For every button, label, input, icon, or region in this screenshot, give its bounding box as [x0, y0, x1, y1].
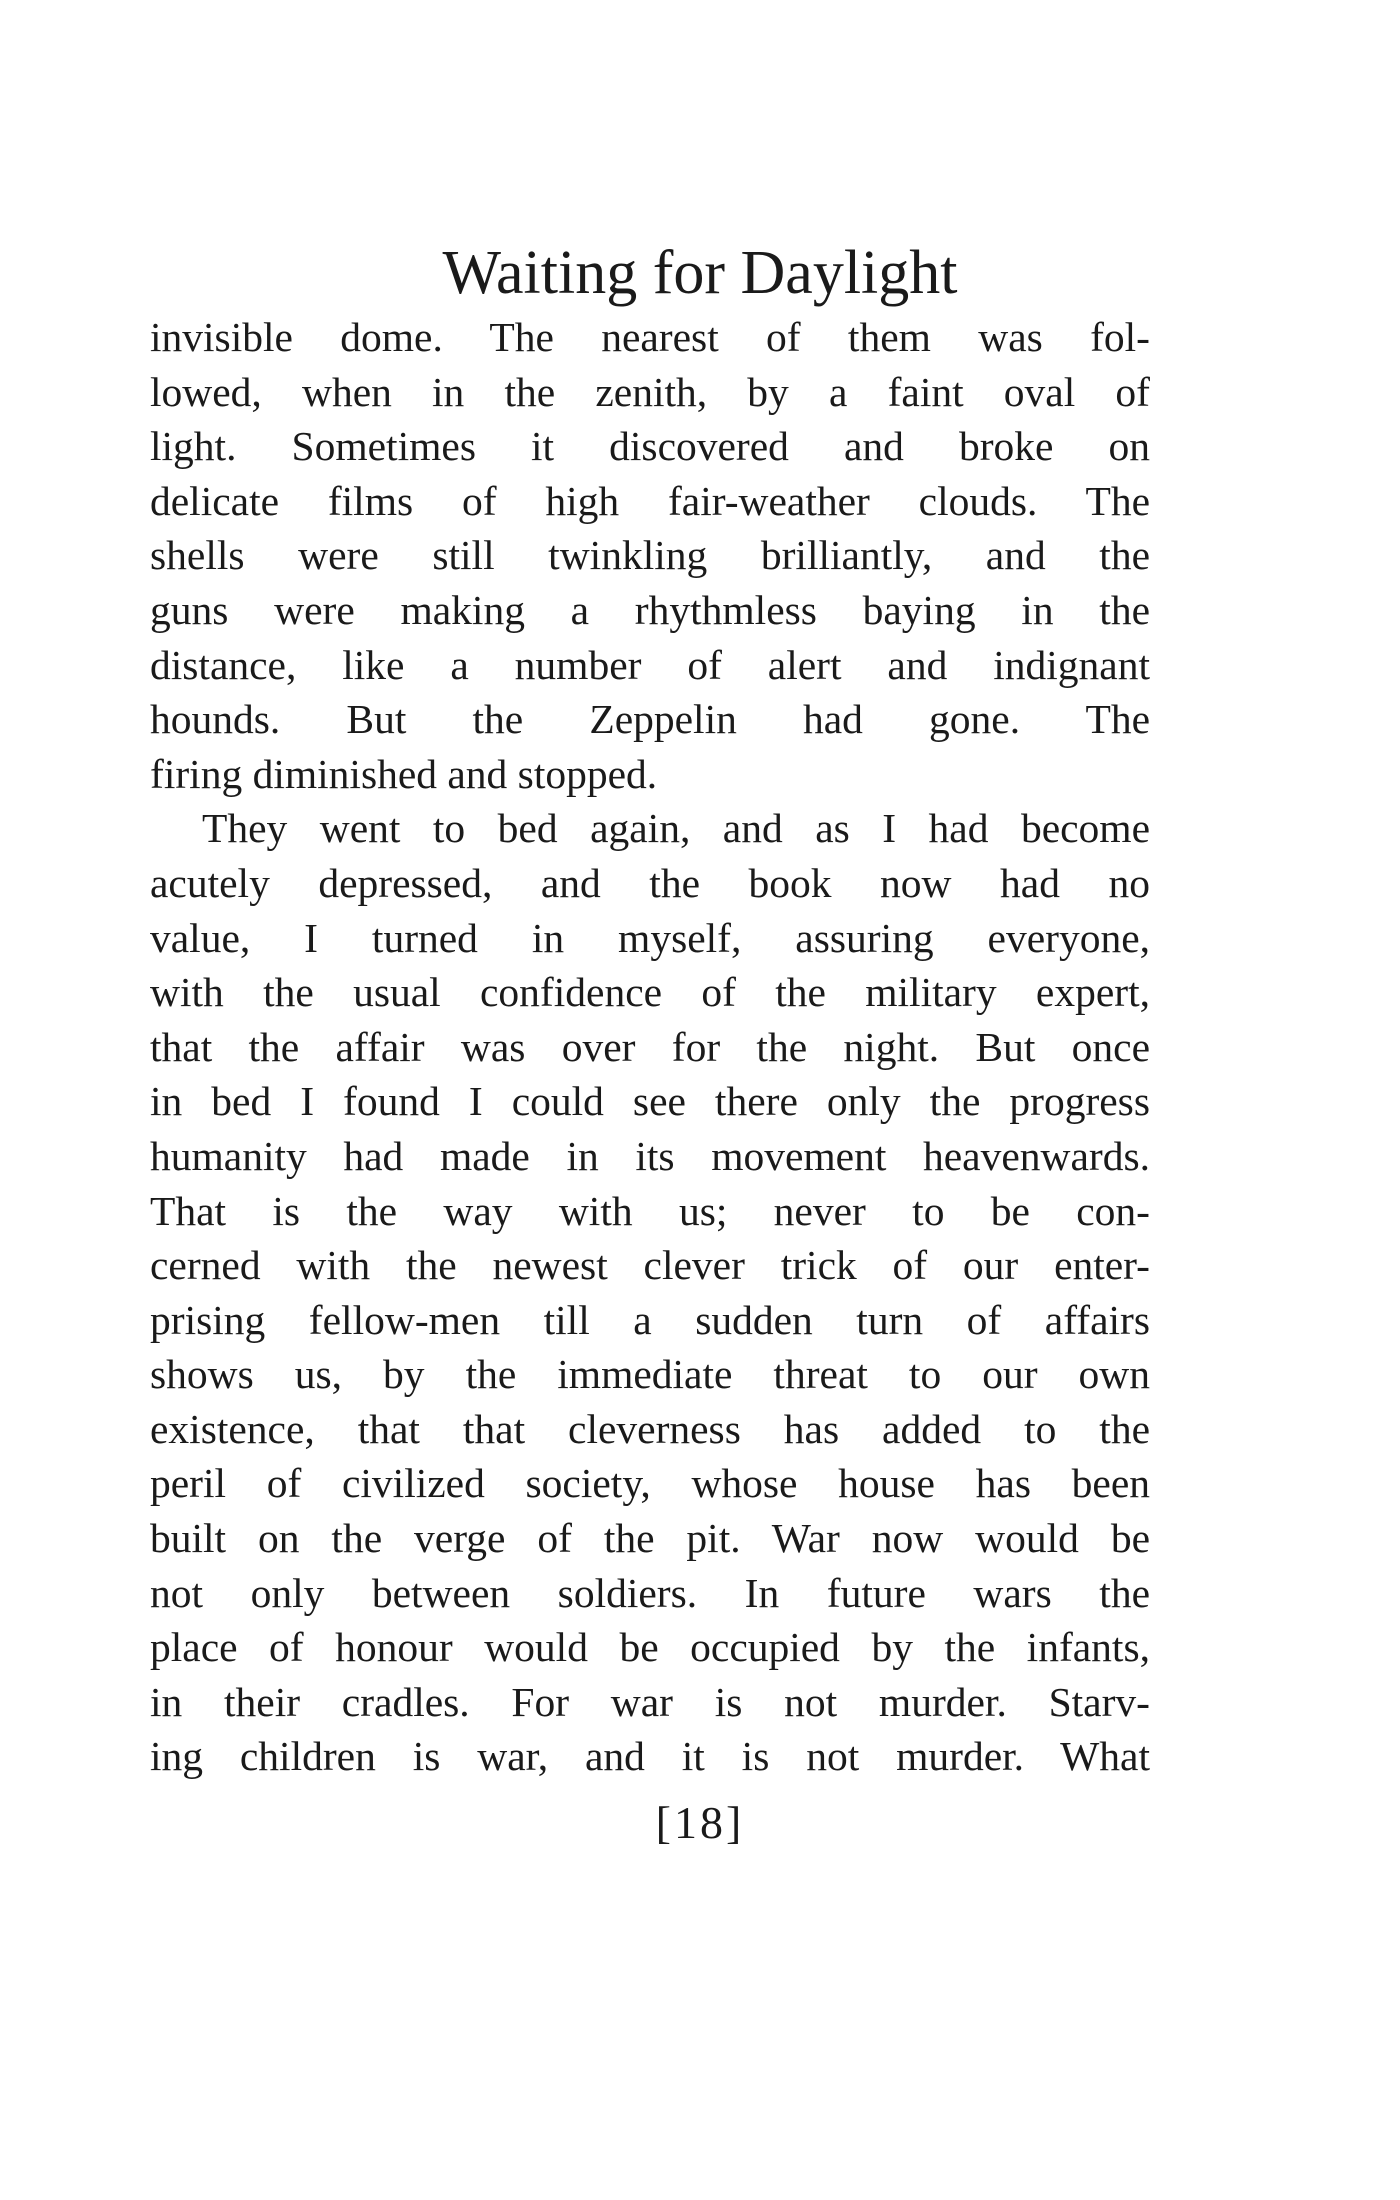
text-line: peril of civilized society, whose house has been [150, 1460, 1150, 1507]
text-line: firing diminished and stopped. [150, 750, 658, 797]
text-line: cerned with the newest clever trick of our enter- [150, 1242, 1150, 1289]
text-line: ing children is war, and it is not murder. What [150, 1733, 1150, 1780]
text-line: in bed I found I could see there only the progress [150, 1078, 1150, 1125]
text-line: acutely depressed, and the book now had no [150, 859, 1150, 906]
body-text [150, 310, 1150, 1784]
text-line: That is the way with us; never to be con- [150, 1187, 1150, 1234]
text-line: They went to bed again, and as I had become [202, 805, 1150, 852]
text-line: not only between soldiers. In future wars the [150, 1569, 1150, 1616]
text-line: shows us, by the immediate threat to our own [150, 1351, 1150, 1398]
text-line: lowed, when in the zenith, by a faint oval of [150, 368, 1150, 415]
text-line: shells were still twinkling brilliantly, and the [150, 532, 1150, 579]
text-line: guns were making a rhythmless baying in the [150, 586, 1150, 633]
text-line: invisible dome. The nearest of them was fol- [150, 314, 1150, 360]
text-line: humanity had made in its movement heavenwards. [150, 1132, 1150, 1179]
text-line: with the usual confidence of the military expert, [150, 969, 1150, 1016]
text-line: in their cradles. For war is not murder. Starv- [150, 1678, 1150, 1725]
text-line: delicate films of high fair-weather clouds. The [150, 477, 1150, 524]
text-line: distance, like a number of alert and indignant [150, 641, 1150, 688]
text-line: value, I turned in myself, assuring everyone, [150, 914, 1150, 961]
text-line: built on the verge of the pit. War now would be [150, 1515, 1150, 1562]
running-head-title: Waiting for Daylight [442, 239, 958, 307]
page-number: [18] [655, 1797, 745, 1848]
text-line: light. Sometimes it discovered and broke on [150, 423, 1150, 470]
text-line: that the affair was over for the night. But once [150, 1023, 1150, 1070]
text-line: existence, that that cleverness has added to the [150, 1405, 1150, 1452]
text-line: place of honour would be occupied by the infants, [150, 1624, 1150, 1671]
paragraph-2 [150, 801, 1150, 1784]
text-line: hounds. But the Zeppelin had gone. The [150, 696, 1150, 743]
text-line: prising fellow-men till a sudden turn of affairs [150, 1296, 1150, 1343]
paragraph-1 [150, 310, 1150, 801]
